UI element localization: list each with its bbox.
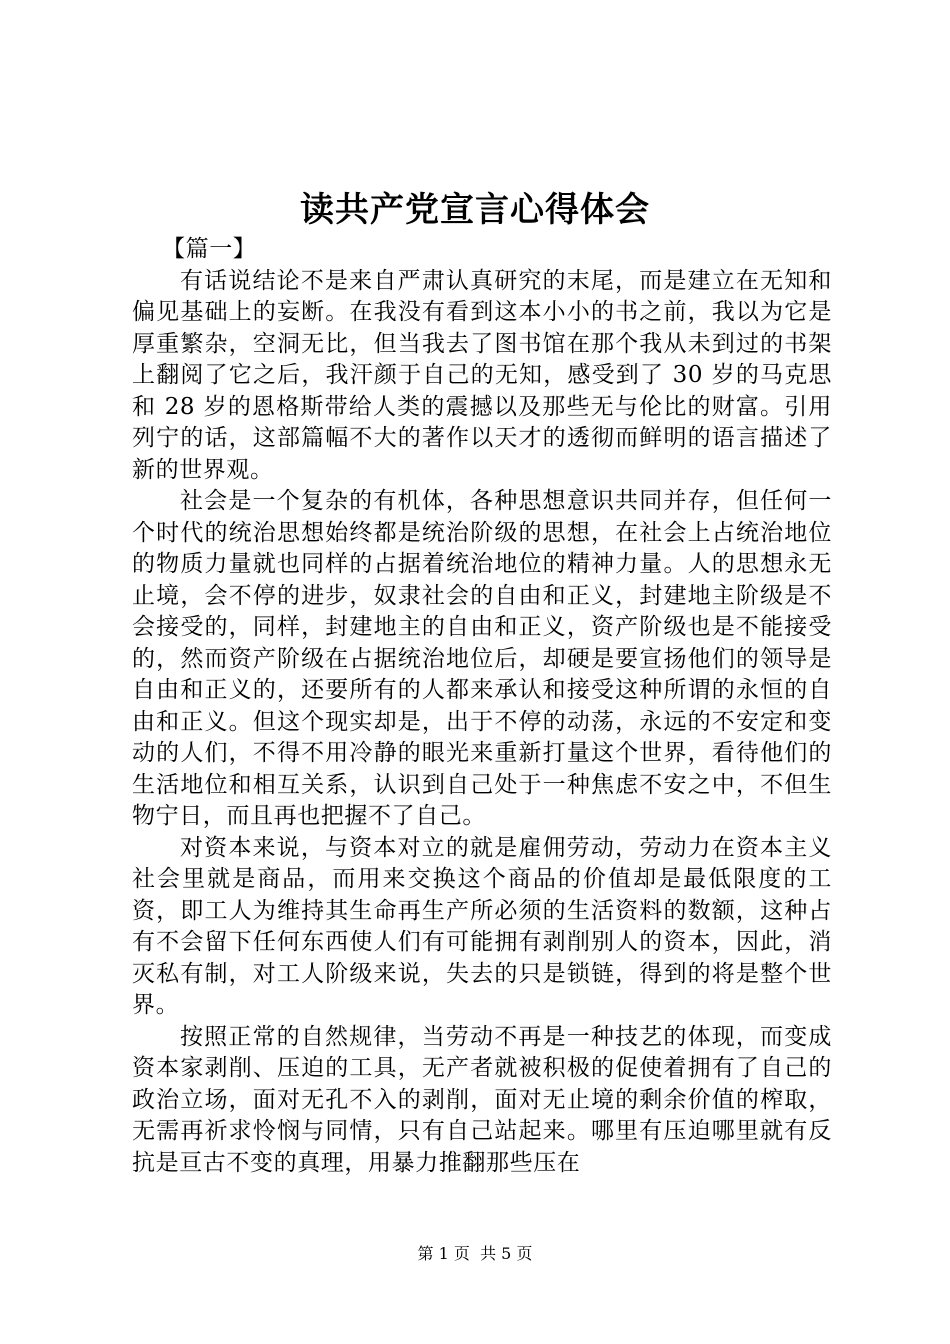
paragraph: 社会是一个复杂的有机体，各种思想意识共同并存，但任何一个时代的统治思想始终都是统治阶级的思想，在社会上占统治地位的物质力量就也同样的占据着统治地位的精神力量。人的思想永无止境，会不停的进步，奴隶社会的自由和正义，封建地主阶级是不会接受的，同样，封建地主的自由和正义，资产阶级也是不能接受的，然而资产阶级在占据统治地位后，却硬是要宣扬他们的领导是自由和正义的，还要所有的人都来承认和接受这种所谓的永恒的自由和正义。但这个现实却是，出于不停的动荡，永远的不安定和变动的人们，不得不用冷静的眼光来重新打量这个世界，看待他们的生活地位和相互关系，认识到自己处于一种焦虑不安之中，不但生物宁日，而且再也把握不了自己。 <box>132 488 832 829</box>
paragraph: 有话说结论不是来自严肃认真研究的末尾，而是建立在无知和偏见基础上的妄断。在我没有看到这本小小的书之前，我以为它是厚重繁杂，空洞无比，但当我去了图书馆在那个我从未到过的书架上翻阅了它之后，我汗颜于自己的无知，感受到了 30 岁的马克思和 28 岁的恩格斯带给人类的震撼以及那些无与伦比的财富。引用列宁的话，这部篇幅不大的著作以天才的透彻而鲜明的语言描述了新的世界观。 <box>132 267 832 483</box>
paragraph: 按照正常的自然规律，当劳动不再是一种技艺的体现，而变成资本家剥削、压迫的工具，无产者就被积极的促使着拥有了自己的政治立场，面对无孔不入的剥削，面对无止境的剩余价值的榨取，无需再祈求怜悯与同情，只有自己站起来。哪里有压迫哪里就有反抗是亘古不变的真理，用暴力推翻那些压在 <box>132 1023 832 1176</box>
paragraph: 对资本来说，与资本对立的就是雇佣劳动，劳动力在资本主义社会里就是商品，而用来交换这个商品的价值却是最低限度的工资，即工人为维持其生命再生产所必须的生活资料的数额，这种占有不会留下任何东西使人们有可能拥有剥削别人的资本，因此，消灭私有制，对工人阶级来说，失去的只是锁链，得到的将是整个世界。 <box>132 834 832 1018</box>
page-number: 第 1 页 共 5 页 <box>417 1244 533 1263</box>
document-body <box>132 234 832 1179</box>
page-footer <box>0 1243 950 1265</box>
document-title: 读共产党宣言心得体会 <box>300 190 650 230</box>
section-label: 【篇一】 <box>162 236 257 262</box>
